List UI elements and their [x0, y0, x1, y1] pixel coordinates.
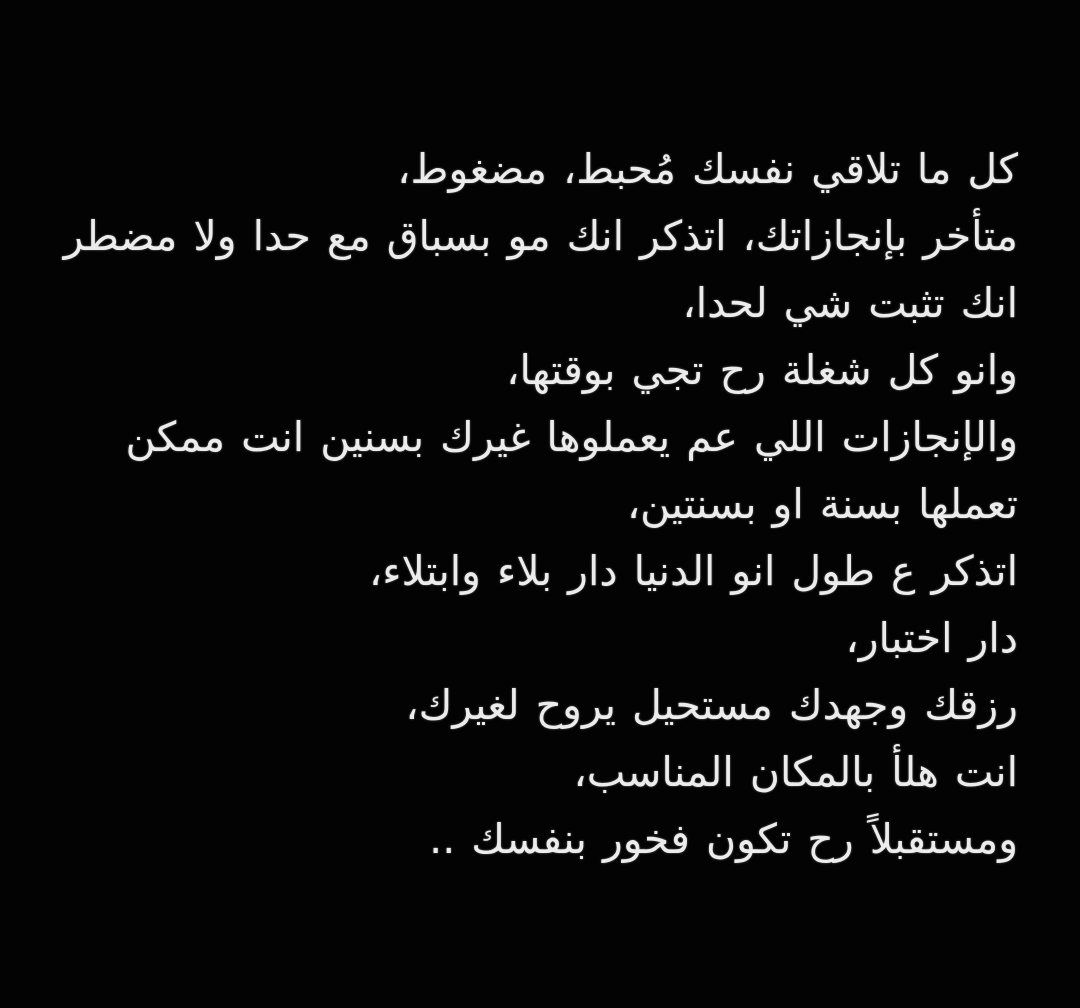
quote-line: وانو كل شغلة رح تجي بوقتها، [506, 346, 1018, 394]
quote-line: انت هلأ بالمكان المناسب، [573, 748, 1018, 796]
quote-line: رزقك وجهدك مستحيل يروح لغيرك، [405, 681, 1018, 729]
quote-line: انك تثبت شي لحدا، [682, 279, 1018, 327]
quote-line: والإنجازات اللي عم يعملوها غيرك بسنين انت ممكن [125, 413, 1018, 461]
quote-line: اتذكر ع طول انو الدنيا دار بلاء وابتلاء، [369, 547, 1018, 595]
quote-card [40, 136, 1018, 873]
quote-line: كل ما تلاقي نفسك مُحبط، مضغوط، [397, 145, 1018, 193]
quote-line: دار اختبار، [845, 614, 1018, 662]
quote-line: متأخر بإنجازاتك، اتذكر انك مو بسباق مع حدا ولا مضطر [63, 212, 1018, 260]
quote-line: تعملها بسنة او بسنتين، [626, 480, 1018, 528]
quote-line: ومستقبلاً رح تكون فخور بنفسك .. [429, 815, 1018, 863]
